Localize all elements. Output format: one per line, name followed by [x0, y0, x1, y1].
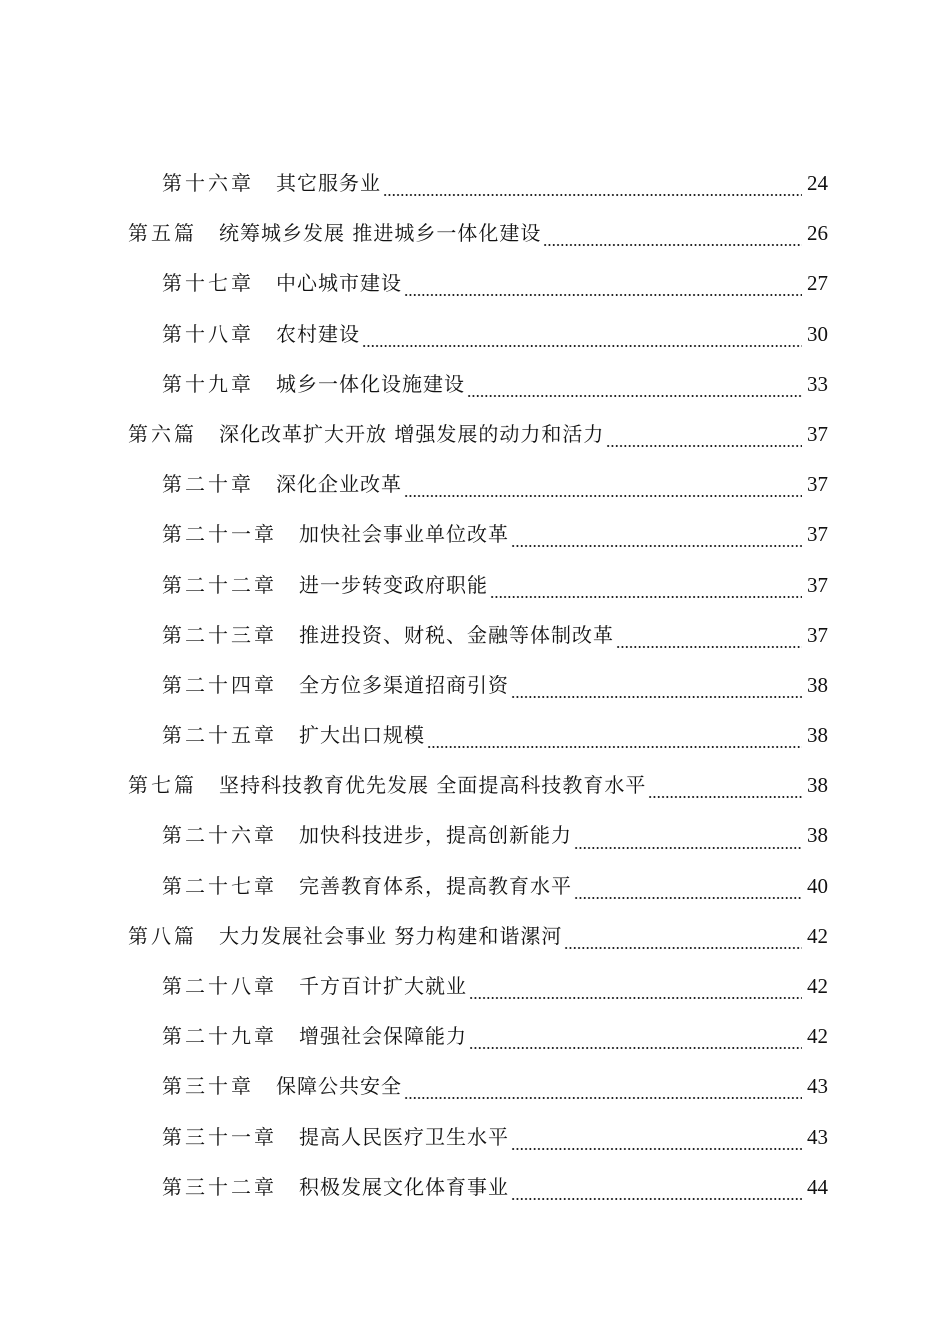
toc-entry-label	[162, 1011, 467, 1061]
toc-entry-page: 26	[807, 221, 828, 246]
toc-entry-title: 进一步转变政府职能	[299, 572, 488, 597]
toc-entry[interactable]	[128, 459, 828, 509]
toc-entry[interactable]	[128, 158, 828, 208]
toc-entry-title: 扩大出口规模	[299, 723, 425, 748]
toc-entry-label	[128, 911, 562, 961]
toc-entry-page: 33	[807, 371, 828, 396]
toc-entry[interactable]	[128, 359, 828, 409]
toc-entry-title: 统筹城乡发展 推进城乡一体化建设	[219, 221, 542, 246]
toc-entry-number: 第七篇	[128, 773, 197, 798]
toc-leader-dots	[574, 882, 802, 902]
toc-entry-page: 40	[807, 873, 828, 898]
toc-leader-dots	[490, 581, 802, 601]
toc-entry-label	[162, 1162, 509, 1212]
toc-entry-title: 完善教育体系，提高教育水平	[299, 873, 572, 898]
toc-entry-number: 第二十九章	[162, 1024, 277, 1049]
toc-entry-label	[162, 359, 465, 409]
toc-leader-dots	[362, 330, 802, 350]
toc-leader-dots	[616, 631, 802, 651]
toc-entry-page: 37	[807, 421, 828, 446]
toc-entry-label	[128, 760, 646, 810]
toc-entry[interactable]	[128, 961, 828, 1011]
toc-entry-label	[162, 459, 402, 509]
toc-entry-page: 38	[807, 672, 828, 697]
toc-entry-title: 坚持科技教育优先发展 全面提高科技教育水平	[219, 773, 647, 798]
toc-entry[interactable]	[128, 309, 828, 359]
toc-entry-page: 38	[807, 723, 828, 748]
toc-leader-dots	[511, 1133, 802, 1153]
toc-leader-dots	[404, 480, 802, 500]
toc-leader-dots	[511, 1183, 802, 1203]
toc-entry-title: 加快科技进步，提高创新能力	[299, 823, 572, 848]
toc-entry-title: 推进投资、财税、金融等体制改革	[299, 622, 614, 647]
toc-entry-label	[162, 509, 509, 559]
toc-entry-page: 43	[807, 1124, 828, 1149]
toc-entry-number: 第二十四章	[162, 672, 277, 697]
toc-entry-title: 其它服务业	[276, 171, 381, 195]
toc-entry-page: 42	[807, 974, 828, 998]
toc-entry[interactable]	[128, 1112, 828, 1162]
toc-leader-dots	[404, 279, 802, 299]
toc-entry-label	[162, 560, 488, 610]
toc-leader-dots	[543, 229, 802, 249]
toc-entry[interactable]	[128, 710, 828, 760]
toc-entry-label	[162, 309, 360, 359]
toc-entry[interactable]	[128, 1061, 828, 1111]
toc-entry-number: 第二十三章	[162, 622, 277, 647]
toc-entry-label	[162, 610, 614, 660]
toc-entry-number: 第二十一章	[162, 522, 277, 547]
toc-entry[interactable]	[128, 1162, 828, 1212]
toc-leader-dots	[383, 179, 802, 199]
toc-entry-number: 第二十八章	[162, 974, 277, 998]
toc-entry-label	[162, 258, 402, 308]
toc-entry-page: 42	[807, 1024, 828, 1049]
toc-entry-title: 全方位多渠道招商引资	[299, 672, 509, 697]
toc-entry-title: 积极发展文化体育事业	[299, 1174, 509, 1199]
toc-entry-title: 中心城市建设	[276, 271, 402, 296]
toc-entry-title: 深化改革扩大开放 增强发展的动力和活力	[219, 421, 605, 446]
toc-entry-number: 第五篇	[128, 221, 197, 246]
toc-entry[interactable]	[128, 509, 828, 559]
toc-entry-number: 第三十一章	[162, 1124, 277, 1149]
toc-entry-label	[162, 810, 572, 860]
toc-leader-dots	[427, 731, 802, 751]
toc-entry-number: 第二十二章	[162, 572, 277, 597]
toc-entry[interactable]	[128, 258, 828, 308]
toc-entry-number: 第三十二章	[162, 1174, 277, 1199]
toc-entry-title: 加快社会事业单位改革	[299, 522, 509, 547]
toc-entry-label	[162, 710, 425, 760]
toc-entry-label	[162, 1061, 402, 1111]
toc-entry-title: 千方百计扩大就业	[299, 974, 467, 998]
toc-entry-label	[128, 208, 541, 258]
toc-entry-label	[162, 1112, 509, 1162]
toc-entry-number: 第十六章	[162, 171, 254, 195]
toc-entry[interactable]	[128, 861, 828, 911]
toc-entry-page: 38	[807, 773, 828, 798]
toc-entry-title: 大力发展社会事业 努力构建和谐漯河	[219, 923, 563, 948]
toc-entry-number: 第十九章	[162, 371, 254, 396]
toc-entry[interactable]	[128, 610, 828, 660]
toc-entry[interactable]	[128, 560, 828, 610]
toc-entry-title: 农村建设	[276, 321, 360, 346]
toc-entry-title: 深化企业改革	[276, 472, 402, 497]
toc-entry-page: 37	[807, 572, 828, 597]
toc-entry-label	[162, 660, 509, 710]
toc-entry-number: 第八篇	[128, 923, 197, 948]
toc-entry-page: 38	[807, 823, 828, 848]
toc-entry[interactable]	[128, 660, 828, 710]
toc-entry-title: 保障公共安全	[276, 1074, 402, 1099]
toc-entry-page: 27	[807, 271, 828, 296]
toc-leader-dots	[467, 380, 802, 400]
toc-entry-label	[162, 158, 381, 208]
toc-entry-number: 第三十章	[162, 1074, 254, 1099]
toc-leader-dots	[511, 681, 802, 701]
toc-entry-page: 24	[807, 171, 828, 195]
toc-entry-number: 第二十七章	[162, 873, 277, 898]
toc-leader-dots	[648, 781, 802, 801]
toc-entry-page: 30	[807, 321, 828, 346]
toc-entry-page: 37	[807, 472, 828, 497]
toc-leader-dots	[511, 530, 802, 550]
toc-entry-number: 第十七章	[162, 271, 254, 296]
toc-entry-number: 第六篇	[128, 421, 197, 446]
toc-entry-label	[162, 861, 572, 911]
toc-entry[interactable]	[128, 911, 828, 961]
toc-entry-title: 城乡一体化设施建设	[276, 371, 465, 396]
table-of-contents	[128, 158, 828, 1212]
toc-leader-dots	[469, 982, 802, 1002]
toc-entry-page: 37	[807, 522, 828, 547]
toc-entry-number: 第二十六章	[162, 823, 277, 848]
toc-leader-dots	[606, 430, 802, 450]
toc-entry-label	[162, 961, 467, 1011]
toc-entry-page: 44	[807, 1174, 828, 1199]
toc-leader-dots	[469, 1032, 802, 1052]
toc-entry[interactable]	[128, 409, 828, 459]
toc-entry-number: 第二十章	[162, 472, 254, 497]
toc-entry-page: 43	[807, 1074, 828, 1099]
toc-entry[interactable]	[128, 810, 828, 860]
toc-leader-dots	[404, 1082, 802, 1102]
toc-entry[interactable]	[128, 208, 828, 258]
toc-entry-title: 增强社会保障能力	[299, 1024, 467, 1049]
toc-entry-title: 提高人民医疗卫生水平	[299, 1124, 509, 1149]
toc-leader-dots	[564, 932, 802, 952]
toc-entry[interactable]	[128, 760, 828, 810]
toc-entry[interactable]	[128, 1011, 828, 1061]
toc-leader-dots	[574, 832, 802, 852]
toc-entry-page: 37	[807, 622, 828, 647]
toc-entry-label	[128, 409, 604, 459]
toc-entry-number: 第十八章	[162, 321, 254, 346]
toc-entry-number: 第二十五章	[162, 723, 277, 748]
toc-entry-page: 42	[807, 923, 828, 948]
